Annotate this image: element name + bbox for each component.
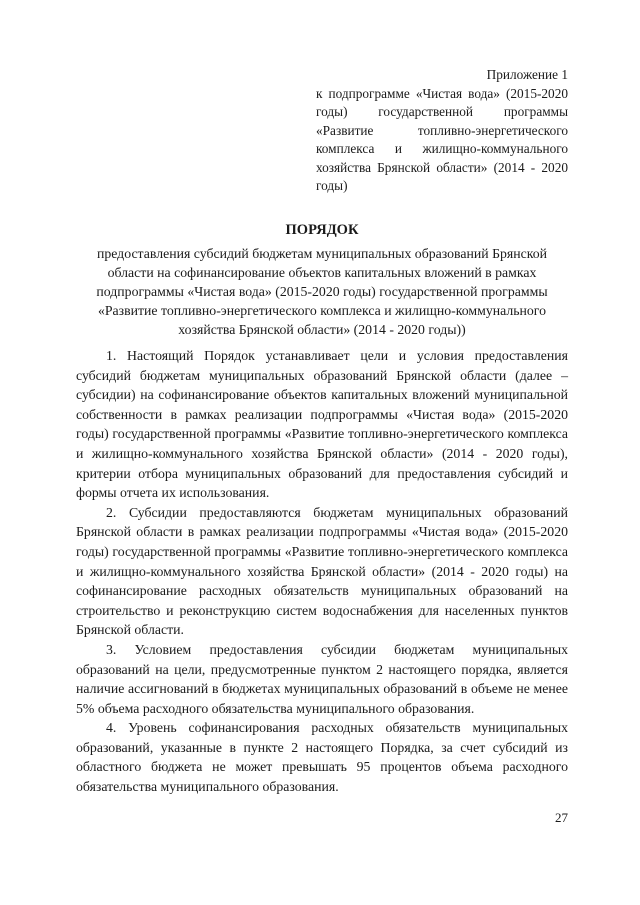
appendix-note — [316, 66, 568, 196]
paragraph-3: 3. Условием предоставления субсидии бюджетам муниципальных образований на цели, предусмотренные пунктом 2 настоящего порядка, является наличие ассигнований в бюджетах муниципальных образований в объеме не менее 5% объема расходного обязательства муниципального образования. — [76, 641, 568, 716]
document-title: ПОРЯДОК — [285, 222, 359, 238]
subtitle-line: предоставления субсидий бюджетам муниципальных образований Брянской — [96, 246, 548, 261]
document-body — [76, 346, 568, 797]
document-subtitle — [76, 244, 568, 339]
appendix-heading: Приложение 1 — [486, 67, 568, 82]
appendix-reference: к подпрограмме «Чистая вода» (2015-2020 годы) государственной программы «Развитие топливно-энергетического комплекса и жилищно-коммунального хозяйства Брянской области» (2014 - 2020 — [316, 85, 568, 175]
paragraph-4: 4. Уровень софинансирования расходных обязательств муниципальных образований, указанные в пункте 2 настоящего Порядка, за счет субсидий из областного бюджета не может превышать 95 процентов объема расходного обязательства муниципального образования. — [76, 720, 568, 795]
appendix-reference-end: годы) — [316, 178, 348, 193]
subtitle-line: подпрограммы «Чистая вода» (2015-2020 годы) государственной программы — [96, 284, 548, 299]
paragraph-1: 1. Настоящий Порядок устанавливает цели и условия предоставления субсидий бюджетам муниципальных образований Брянской области (далее – субсидии) на софинансирование объектов капитальных вложений муниципальной собственности в рамках реализации подпрограммы «Чистая вода» (2015-2020 годы) государственной программы «Развитие топливно-энергетического комплекса и жилищно-коммунального хозяйства Брянской области» (2014 - 2020 годы), критерии отбора муниципальных образований для предоставления субсидий и формы отчета их использования. — [76, 348, 568, 501]
subtitle-line: «Развитие топливно-энергетического комплекса и жилищно-коммунального — [97, 303, 547, 318]
page-number: 27 — [555, 810, 568, 825]
paragraph-2: 2. Субсидии предоставляются бюджетам муниципальных образований Брянской области в рамках реализации подпрограммы «Чистая вода» (2015-2020 годы) государственной программы «Развитие топливно-энергетического комплекса и жилищно-коммунального хозяйства Брянской области» (2014 - 2020 годы) на софинансирование расходных обязательств муниципальных образований на строительство и реконструкцию систем водоснабжения для населенных пунктов Брянской области. — [76, 504, 568, 638]
subtitle-line: хозяйства Брянской области» (2014 - 2020 годы)) — [178, 322, 466, 337]
subtitle-line: области на софинансирование объектов капитальных вложений в рамках — [107, 265, 537, 280]
